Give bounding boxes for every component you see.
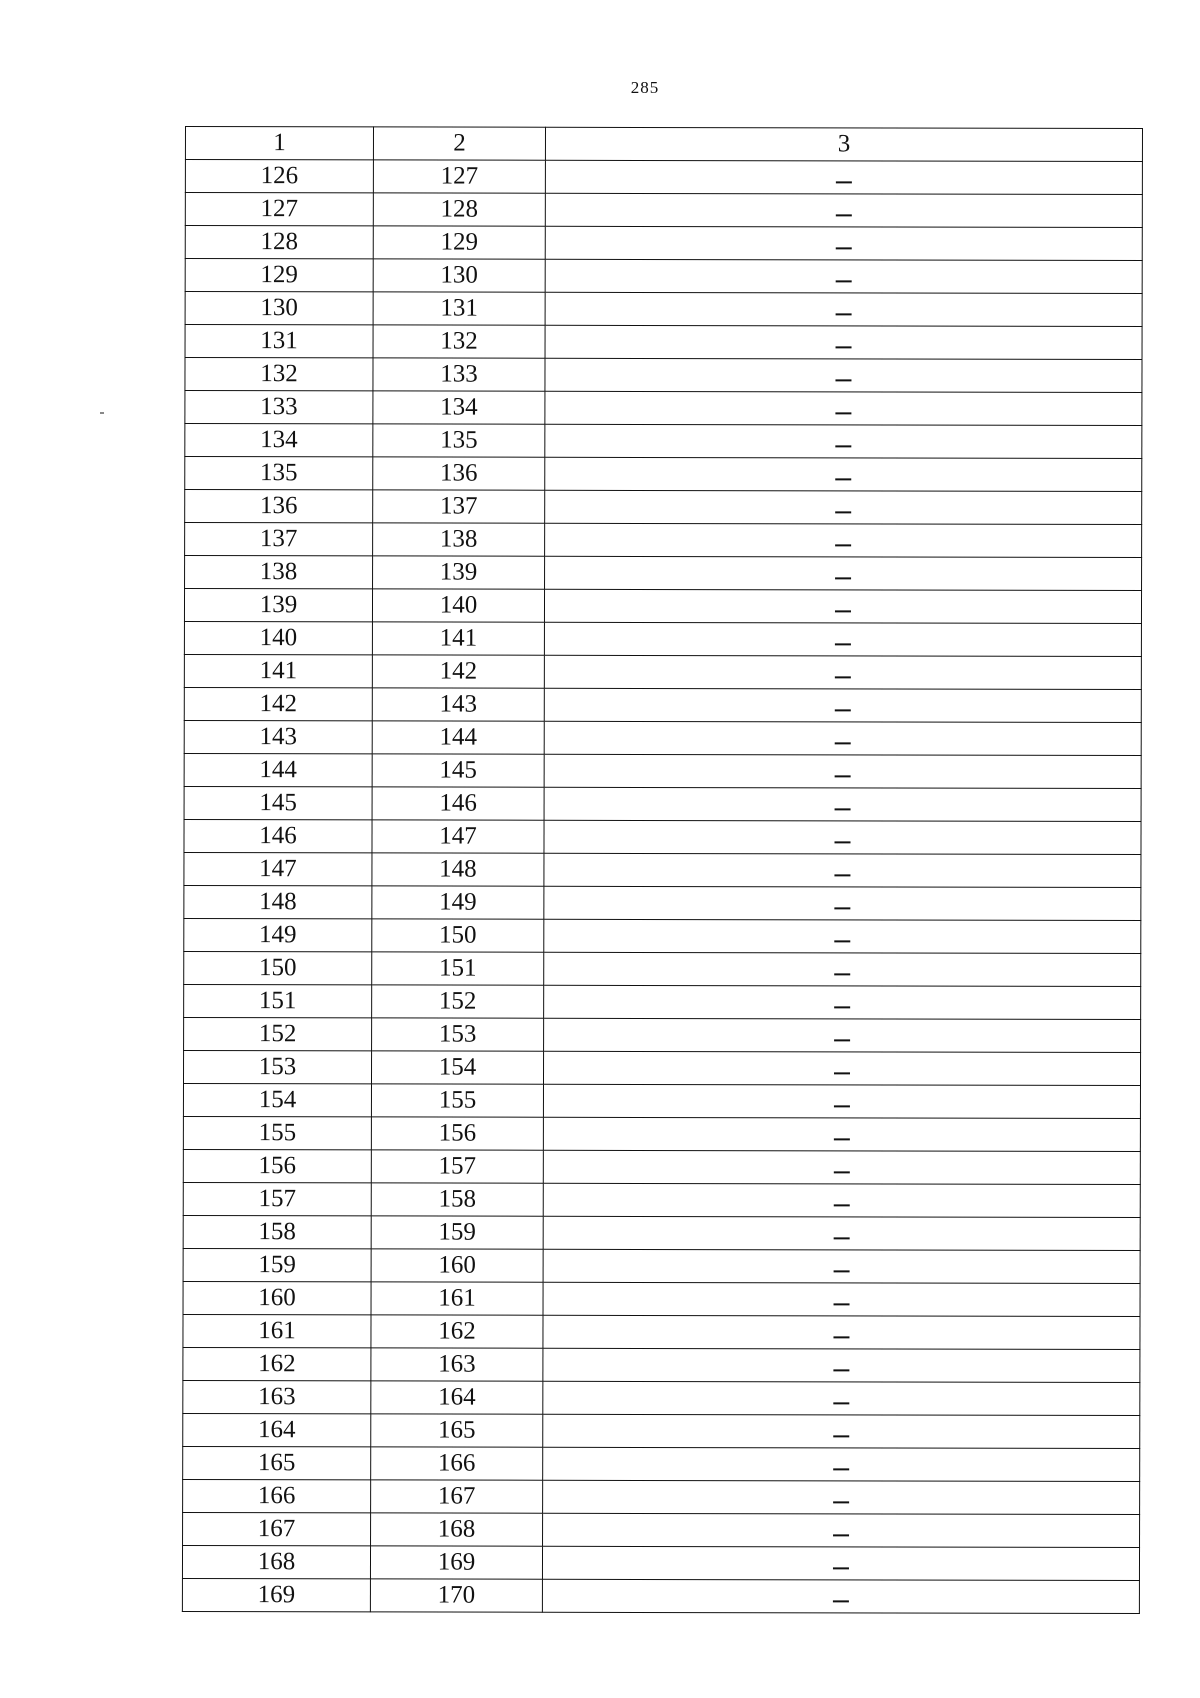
table-cell-col-3 — [543, 1381, 1140, 1415]
table-cell-col-3 — [543, 1216, 1140, 1250]
table-cell-col-3 — [543, 1447, 1140, 1481]
dash-mark — [834, 842, 850, 844]
table-cell-col-1: 148 — [184, 885, 372, 918]
table-cell-col-2: 132 — [373, 325, 545, 358]
dash-mark — [834, 1040, 850, 1042]
table-cell-col-3 — [545, 457, 1142, 491]
dash-mark — [835, 677, 851, 679]
table-cell-col-1: 165 — [183, 1446, 371, 1479]
table-row — [182, 1578, 1139, 1613]
dash-mark — [833, 1469, 849, 1471]
table-row — [184, 819, 1141, 854]
table-cell-col-3 — [543, 1051, 1140, 1085]
table-cell-col-2: 161 — [371, 1282, 543, 1315]
table-cell-col-3 — [543, 1150, 1140, 1184]
table-cell-col-1: 132 — [185, 358, 373, 391]
table-cell-col-2: 147 — [372, 820, 544, 853]
table-row — [185, 523, 1142, 558]
table-cell-col-2: 131 — [373, 292, 545, 325]
table-cell-col-3 — [545, 490, 1142, 524]
table-cell-col-1: 140 — [184, 621, 372, 654]
table-cell-col-1: 161 — [183, 1314, 371, 1347]
dash-mark — [833, 1370, 849, 1372]
table-row — [184, 687, 1141, 722]
table-cell-col-1: 134 — [185, 424, 373, 457]
table-cell-col-2: 165 — [371, 1414, 543, 1447]
table-cell-col-1: 136 — [185, 490, 373, 523]
table-cell-col-3 — [544, 589, 1141, 623]
dash-mark — [834, 1172, 850, 1174]
table-cell-col-3 — [544, 853, 1141, 887]
table-cell-col-1: 145 — [184, 786, 372, 819]
table-row — [185, 226, 1142, 261]
table-cell-col-2: 159 — [371, 1216, 543, 1249]
table-cell-col-3 — [543, 1249, 1140, 1283]
table-cell-col-1: 168 — [182, 1545, 370, 1578]
table-cell-col-3 — [543, 1117, 1140, 1151]
dash-mark — [836, 182, 852, 184]
dash-mark — [834, 1139, 850, 1141]
table-row — [184, 885, 1141, 920]
table-cell-col-3 — [545, 259, 1142, 293]
table-cell-col-3 — [543, 1084, 1140, 1118]
table-row — [184, 1017, 1141, 1052]
table-cell-col-2: 143 — [372, 688, 544, 721]
table-cell-col-1: 137 — [185, 523, 373, 556]
table-cell-col-1: 147 — [184, 852, 372, 885]
table-cell-col-2: 129 — [373, 226, 545, 259]
table-cell-col-2: 144 — [372, 721, 544, 754]
table-row — [183, 1182, 1140, 1217]
table-cell-col-1: 166 — [183, 1479, 371, 1512]
dash-mark — [835, 446, 851, 448]
table-cell-col-1: 126 — [185, 160, 373, 193]
table-cell-col-3 — [543, 1282, 1140, 1316]
dash-mark — [836, 347, 852, 349]
table-cell-col-1: 129 — [185, 259, 373, 292]
dash-mark — [835, 578, 851, 580]
table-cell-col-3 — [544, 919, 1141, 953]
table-row — [184, 720, 1141, 755]
table-row — [183, 1446, 1140, 1481]
table-cell-col-2: 148 — [372, 853, 544, 886]
table-cell-col-1: 130 — [185, 292, 373, 325]
table-cell-col-3 — [545, 160, 1142, 194]
table-row — [183, 1083, 1140, 1118]
table-cell-col-3 — [544, 952, 1141, 986]
table-row — [185, 556, 1142, 591]
table-cell-col-3 — [544, 655, 1141, 689]
table-row — [185, 325, 1142, 360]
dash-mark — [834, 1271, 850, 1273]
table-cell-col-3 — [544, 787, 1141, 821]
table-cell-col-3 — [544, 1018, 1141, 1052]
dash-mark — [835, 743, 851, 745]
table-cell-col-2: 158 — [371, 1183, 543, 1216]
table-cell-col-1: 139 — [184, 589, 372, 622]
table-cell-col-3 — [544, 754, 1141, 788]
dash-mark — [834, 1238, 850, 1240]
table-cell-col-1: 135 — [185, 457, 373, 490]
table-cell-col-2: 169 — [370, 1546, 542, 1579]
table-cell-col-3 — [544, 820, 1141, 854]
table-cell-col-2: 150 — [372, 919, 544, 952]
table-cell-col-3 — [544, 622, 1141, 656]
table-cell-col-1: 141 — [184, 654, 372, 687]
table-cell-col-2: 163 — [371, 1348, 543, 1381]
table-row — [183, 1479, 1140, 1514]
dash-mark — [833, 1337, 849, 1339]
dash-mark — [836, 314, 852, 316]
table-row — [183, 1248, 1140, 1283]
table-cell-col-2: 140 — [372, 589, 544, 622]
table-cell-col-3 — [544, 886, 1141, 920]
table-cell-col-2: 156 — [371, 1117, 543, 1150]
table-cell-col-1: 142 — [184, 687, 372, 720]
table-row — [183, 1314, 1140, 1349]
table-cell-col-1: 154 — [183, 1083, 371, 1116]
table-cell-col-2: 153 — [372, 1018, 544, 1051]
dash-mark — [834, 974, 850, 976]
table-row — [183, 1347, 1140, 1382]
table-cell-col-1: 158 — [183, 1215, 371, 1248]
table-cell-col-3 — [543, 1183, 1140, 1217]
table-cell-col-2: 127 — [373, 160, 545, 193]
dash-mark — [834, 875, 850, 877]
table-cell-col-2: 152 — [372, 985, 544, 1018]
table-cell-col-3 — [545, 292, 1142, 326]
table-cell-col-1: 133 — [185, 391, 373, 424]
table-cell-col-3 — [543, 1348, 1140, 1382]
dash-mark — [835, 611, 851, 613]
dash-mark — [835, 380, 851, 382]
table-row — [185, 292, 1142, 327]
table-row — [184, 654, 1141, 689]
table-row — [183, 1149, 1140, 1184]
dash-mark — [834, 1106, 850, 1108]
dash-mark — [833, 1568, 849, 1570]
table-cell-col-2: 139 — [373, 556, 545, 589]
table-cell-col-3 — [542, 1546, 1139, 1580]
table-row — [183, 1512, 1140, 1547]
table-cell-col-2: 164 — [371, 1381, 543, 1414]
table-cell-col-2: 142 — [372, 655, 544, 688]
dash-mark — [835, 413, 851, 415]
dash-mark — [833, 1436, 849, 1438]
table-row — [182, 1545, 1139, 1580]
table-cell-col-2: 149 — [372, 886, 544, 919]
table-row — [185, 391, 1142, 426]
table-cell-col-3 — [545, 193, 1142, 227]
table-cell-col-2: 134 — [373, 391, 545, 424]
dash-mark — [835, 545, 851, 547]
table-row — [185, 358, 1142, 393]
table-cell-col-3 — [545, 358, 1142, 392]
table-cell-col-2: 168 — [371, 1513, 543, 1546]
table-cell-col-3 — [544, 985, 1141, 1019]
table-cell-col-2: 146 — [372, 787, 544, 820]
dash-mark — [834, 1304, 850, 1306]
table-cell-col-1: 146 — [184, 819, 372, 852]
table-row — [183, 1215, 1140, 1250]
table-cell-col-2: 128 — [373, 193, 545, 226]
table-cell-col-3 — [545, 391, 1142, 425]
dash-mark — [835, 809, 851, 811]
table-cell-col-3 — [542, 1579, 1139, 1613]
table-cell-col-1: 138 — [185, 556, 373, 589]
dash-mark — [834, 908, 850, 910]
dash-mark — [835, 644, 851, 646]
dash-mark — [835, 776, 851, 778]
table-cell-col-3 — [543, 1480, 1140, 1514]
table-cell-col-1: 151 — [184, 984, 372, 1017]
table-cell-col-2: 170 — [370, 1579, 542, 1612]
table-cell-col-3 — [544, 721, 1141, 755]
table-row — [183, 1116, 1140, 1151]
dash-mark — [835, 479, 851, 481]
table-cell-col-1: 153 — [183, 1050, 371, 1083]
table-cell-col-2: 166 — [371, 1447, 543, 1480]
table-row — [185, 490, 1142, 525]
table-cell-col-2: 162 — [371, 1315, 543, 1348]
table-cell-col-3 — [543, 1513, 1140, 1547]
table-cell-col-1: 162 — [183, 1347, 371, 1380]
table-cell-col-1: 155 — [183, 1116, 371, 1149]
dash-mark — [836, 281, 852, 283]
table-cell-col-1: 131 — [185, 325, 373, 358]
table-cell-col-3 — [545, 523, 1142, 557]
dash-mark — [834, 1205, 850, 1207]
dash-mark — [833, 1601, 849, 1603]
table-cell-col-1: 127 — [185, 193, 373, 226]
dash-mark — [835, 710, 851, 712]
dash-mark — [834, 1007, 850, 1009]
table-row — [184, 951, 1141, 986]
dash-mark — [834, 1073, 850, 1075]
table-row — [184, 984, 1141, 1019]
dash-mark — [834, 941, 850, 943]
table-cell-col-1: 143 — [184, 720, 372, 753]
table-cell-col-3 — [545, 325, 1142, 359]
table-cell-col-1: 150 — [184, 951, 372, 984]
table-cell-col-2: 133 — [373, 358, 545, 391]
table-cell-col-1: 157 — [183, 1182, 371, 1215]
table-cell-col-3 — [545, 556, 1142, 590]
dash-mark — [833, 1535, 849, 1537]
table-cell-col-1: 152 — [184, 1017, 372, 1050]
table-cell-col-1: 169 — [182, 1578, 370, 1611]
dash-mark — [835, 512, 851, 514]
table-cell-col-3 — [544, 688, 1141, 722]
table-cell-col-3 — [545, 424, 1142, 458]
table-row — [185, 160, 1142, 195]
table-cell-col-2: 154 — [371, 1051, 543, 1084]
table-row — [184, 786, 1141, 821]
table-row — [184, 621, 1141, 656]
table-cell-col-1: 144 — [184, 753, 372, 786]
table-cell-col-2: 155 — [371, 1084, 543, 1117]
column-header-2: 2 — [373, 127, 545, 160]
dash-mark — [833, 1502, 849, 1504]
table-body — [182, 160, 1142, 1614]
page-number: 285 — [630, 78, 660, 97]
dash-mark — [836, 248, 852, 250]
table-cell-col-1: 164 — [183, 1413, 371, 1446]
scan-speck — [100, 412, 104, 414]
table-cell-col-1: 167 — [183, 1512, 371, 1545]
table-row — [183, 1050, 1140, 1085]
table-row — [184, 918, 1141, 953]
table-cell-col-2: 135 — [373, 424, 545, 457]
table-cell-col-2: 167 — [371, 1480, 543, 1513]
table-row — [183, 1380, 1140, 1415]
table-row — [183, 1281, 1140, 1316]
table-cell-col-2: 137 — [373, 490, 545, 523]
table-cell-col-2: 130 — [373, 259, 545, 292]
table-cell-col-2: 141 — [372, 622, 544, 655]
table-cell-col-2: 151 — [372, 952, 544, 985]
table-header-row — [185, 127, 1142, 162]
table-cell-col-3 — [543, 1315, 1140, 1349]
table-row — [184, 753, 1141, 788]
table-cell-col-2: 160 — [371, 1249, 543, 1282]
table-cell-col-1: 149 — [184, 918, 372, 951]
table-row — [185, 424, 1142, 459]
column-header-1: 1 — [185, 127, 373, 160]
table-row — [184, 589, 1141, 624]
table-cell-col-1: 163 — [183, 1380, 371, 1413]
table-cell-col-2: 138 — [373, 523, 545, 556]
table-row — [183, 1413, 1140, 1448]
dash-mark — [833, 1403, 849, 1405]
table-cell-col-3 — [545, 226, 1142, 260]
table-cell-col-1: 159 — [183, 1248, 371, 1281]
table-cell-col-3 — [543, 1414, 1140, 1448]
column-header-3: 3 — [545, 127, 1142, 161]
table-cell-col-1: 156 — [183, 1149, 371, 1182]
table-cell-col-1: 128 — [185, 226, 373, 259]
dash-mark — [836, 215, 852, 217]
table-cell-col-2: 157 — [371, 1150, 543, 1183]
table-cell-col-2: 145 — [372, 754, 544, 787]
table-cell-col-2: 136 — [373, 457, 545, 490]
table-row — [185, 259, 1142, 294]
table-row — [185, 193, 1142, 228]
table-cell-col-1: 160 — [183, 1281, 371, 1314]
table-row — [185, 457, 1142, 492]
table-row — [184, 852, 1141, 887]
data-table — [182, 126, 1143, 1614]
